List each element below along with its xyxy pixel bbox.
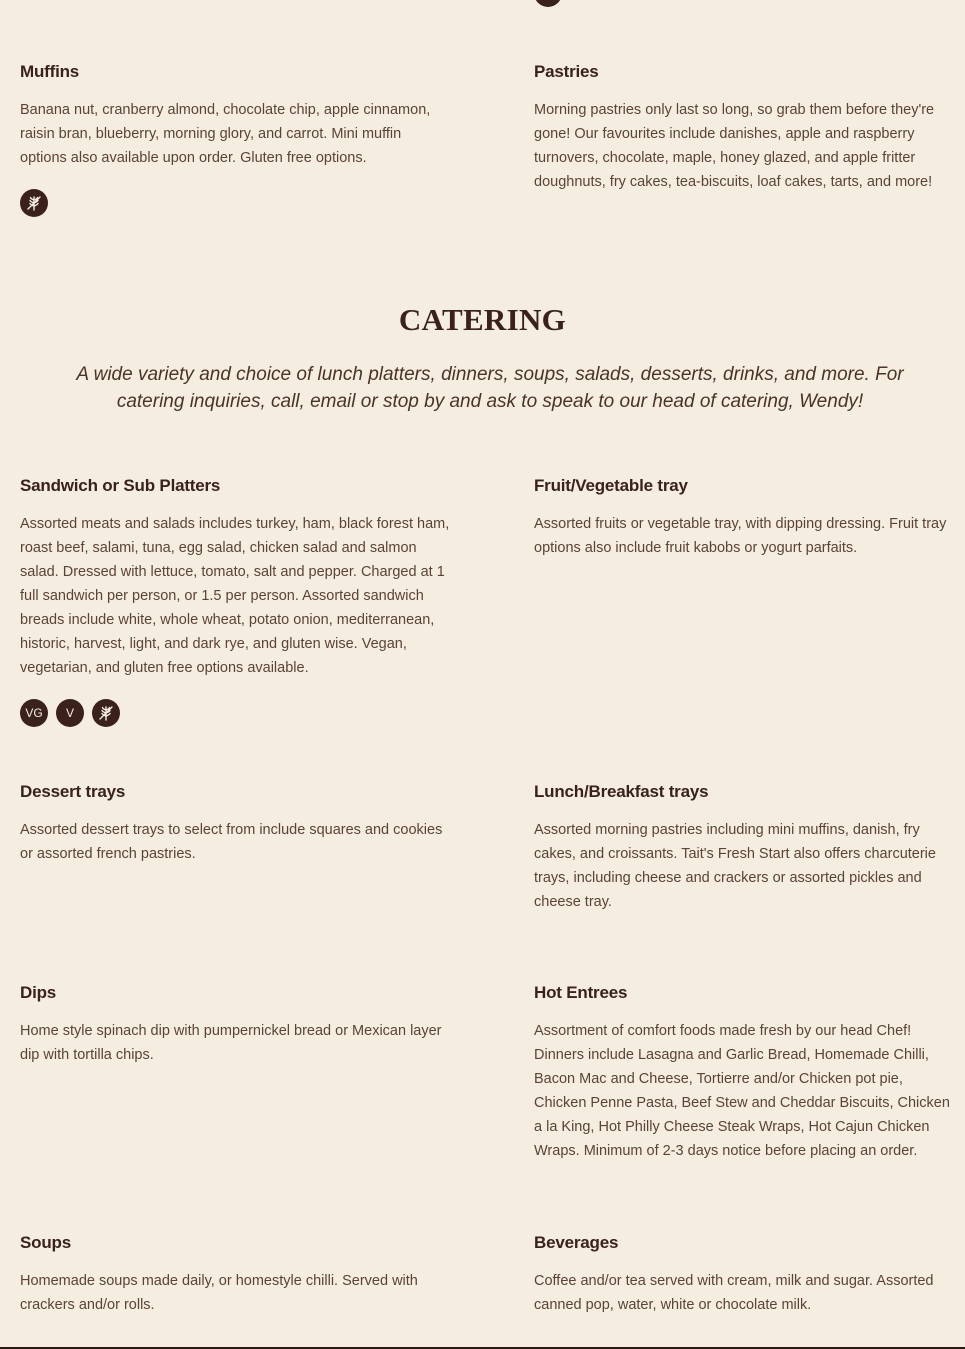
item-title: Beverages — [534, 1233, 619, 1252]
item-description: Homemade soups made daily, or homestyle chilli. Served with crackers and/or rolls. — [20, 1273, 418, 1313]
menu-item-dips — [20, 982, 450, 1067]
menu-item-muffins — [20, 61, 450, 217]
menu-item-dessert-trays — [20, 781, 450, 866]
vegan-icon: VG — [20, 699, 48, 727]
gluten-free-icon — [92, 699, 120, 727]
item-title: Lunch/Breakfast trays — [534, 782, 709, 801]
item-description: Home style spinach dip with pumpernickel bread or Mexican layer dip with tortilla chips. — [20, 1023, 442, 1063]
item-description: Banana nut, cranberry almond, chocolate chip, apple cinnamon, raisin bran, blueberry, morning glory, and carrot. Mini muffin options also available upon order. Gluten free options. — [20, 102, 431, 166]
item-title: Muffins — [20, 62, 80, 81]
item-description: Assortment of comfort foods made fresh by our head Chef! Dinners include Lasagna and Garlic Bread, Homemade Chilli, Bacon Mac and Cheese, Tortierre and/or Chicken pot pie, Chicken Penne Pasta, Beef Stew and Cheddar Biscuits, Chicken a la King, Hot Philly Cheese Steak Wraps, Hot Cajun Chicken Wraps. Minimum of 2-3 days notice before placing an order. — [534, 1023, 950, 1159]
item-description: Morning pastries only last so long, so grab them before they're gone! Our favourites include danishes, apple and raspberry turnovers, chocolate, maple, honey glazed, and apple fritter doughnuts, fry cakes, tea-biscuits, loaf cakes, tarts, and more! — [534, 102, 935, 190]
menu-item-hot-entrees — [534, 982, 959, 1163]
gluten-free-icon — [20, 189, 48, 217]
item-description: Assorted morning pastries including mini muffins, danish, fry cakes, and croissants. Tait's Fresh Start also offers charcuterie trays, including cheese and crackers or assorted pickles and cheese tray. — [534, 822, 936, 910]
item-title: Dips — [20, 983, 57, 1002]
item-description: Assorted dessert trays to select from include squares and cookies or assorted french pastries. — [20, 822, 443, 862]
vegetarian-icon: V — [56, 699, 84, 727]
item-title: Fruit/Vegetable tray — [534, 476, 688, 495]
item-description: Assorted fruits or vegetable tray, with dipping dressing. Fruit tray options also include fruit kabobs or yogurt parfaits. — [534, 516, 947, 556]
menu-item-fruit-vegetable-tray — [534, 475, 959, 560]
menu-item-beverages — [534, 1232, 954, 1317]
section-title: CATERING — [398, 302, 567, 337]
item-title: Sandwich or Sub Platters — [20, 476, 221, 495]
menu-item-pastries — [534, 61, 959, 194]
menu-item-sandwich-platters — [20, 475, 450, 727]
menu-item-lunch-breakfast-trays — [534, 781, 949, 914]
menu-item-soups — [20, 1232, 450, 1317]
item-description: Assorted meats and salads includes turkey, ham, black forest ham, roast beef, salami, tuna, egg salad, chicken salad and salmon salad. Dressed with lettuce, tomato, salt and pepper. Charged at 1 full sandwich per person, or 1.5 per person. Assorted sandwich breads include white, whole wheat, potato onion, mediterranean, historic, harvest, light, and dark rye, and gluten wise. Vegan, vegetarian, and gluten free options available. — [20, 516, 450, 676]
item-title: Hot Entrees — [534, 983, 628, 1002]
item-description: Coffee and/or tea served with cream, milk and sugar. Assorted canned pop, water, white or chocolate milk. — [534, 1273, 934, 1313]
item-title: Dessert trays — [20, 782, 126, 801]
item-title: Pastries — [534, 62, 599, 81]
dietary-badge-icon — [534, 0, 562, 7]
dietary-badges — [20, 699, 450, 727]
dietary-badges — [20, 189, 450, 217]
section-intro: A wide variety and choice of lunch platters, dinners, soups, salads, desserts, drinks, and more. For catering inquiries, call, email or stop by and ask to speak to our head of catering, Wendy! — [76, 364, 904, 412]
item-title: Soups — [20, 1233, 71, 1252]
